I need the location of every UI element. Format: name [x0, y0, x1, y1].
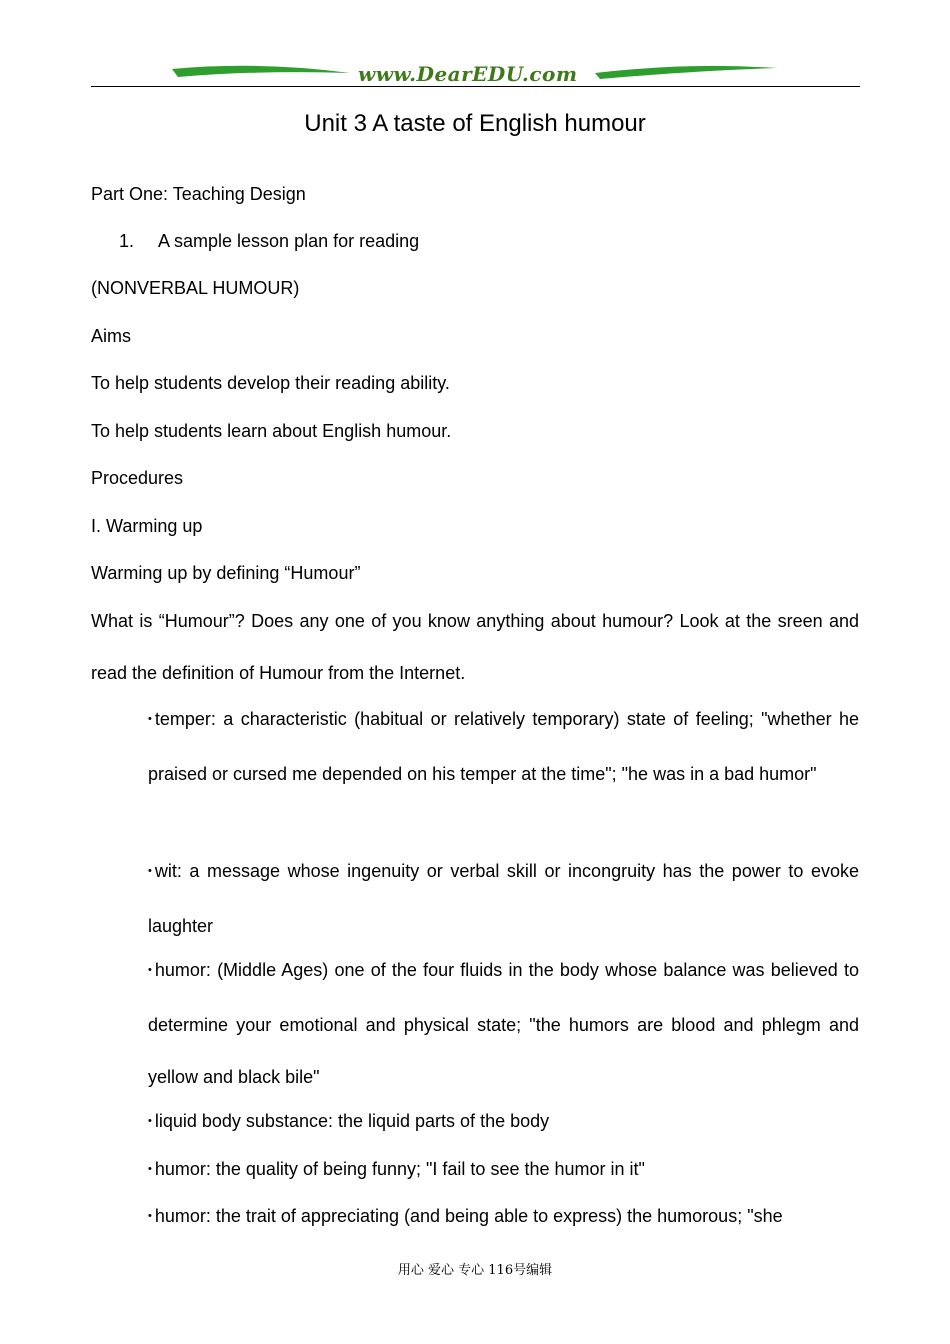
bullet-text: humor: the quality of being funny; "I fail to see the humor in it" [154, 1159, 645, 1179]
bullet-item [148, 1095, 859, 1150]
list-item-text: A sample lesson plan for reading [158, 231, 420, 251]
bullet-item [148, 693, 859, 800]
list-number: 1. [119, 231, 135, 251]
site-logo[interactable]: www.DearEDU.com [358, 62, 578, 86]
bullet-dot-icon: • [148, 1163, 152, 1175]
header-divider [91, 86, 860, 87]
procedures-heading: Procedures [91, 468, 184, 488]
warming-definition: Warming up by defining “Humour” [91, 563, 361, 583]
bullet-text: wit: a message whose ingenuity or verbal skill or incongruity has the power to evoke laughter [148, 861, 859, 936]
bullet-text: humor: (Middle Ages) one of the four fluids in the body whose balance was believed to determine your emotional and physical state; "the humors are blood and phlegm and yellow and black bile" [148, 960, 859, 1087]
bullet-item [148, 944, 859, 1103]
bullet-dot-icon: • [148, 865, 152, 877]
bullet-text: temper: a characteristic (habitual or relatively temporary) state of feeling; "whether he praised or cursed me depended on his temper at the time"; "he was in a bad humor" [148, 709, 859, 784]
bullet-dot-icon: • [148, 964, 152, 976]
aim-one: To help students develop their reading ability. [91, 373, 450, 393]
question-paragraph: What is “Humour”? Does any one of you know anything about humour? Look at the sreen and read the definition of Humour from the Internet. [91, 611, 859, 683]
bullet-item [148, 1190, 859, 1245]
bullet-text: humor: the trait of appreciating (and being able to express) the humorous; "she [154, 1206, 783, 1226]
bullet-dot-icon: • [148, 1210, 152, 1222]
part-one-heading: Part One: Teaching Design [91, 184, 306, 204]
bullet-dot-icon: • [148, 1115, 152, 1127]
nonverbal-heading: (NONVERBAL HUMOUR) [91, 278, 300, 298]
bullet-dot-icon: • [148, 713, 152, 725]
bullet-item [148, 845, 859, 952]
page-title: Unit 3 A taste of English humour [304, 110, 646, 137]
page-footer: 用心 爱心 专心 116号编辑 [397, 1263, 553, 1278]
aim-two: To help students learn about English humour. [91, 421, 452, 441]
bullet-text: liquid body substance: the liquid parts of the body [154, 1111, 550, 1131]
warming-heading: I. Warming up [91, 516, 203, 536]
aims-heading: Aims [91, 326, 131, 346]
